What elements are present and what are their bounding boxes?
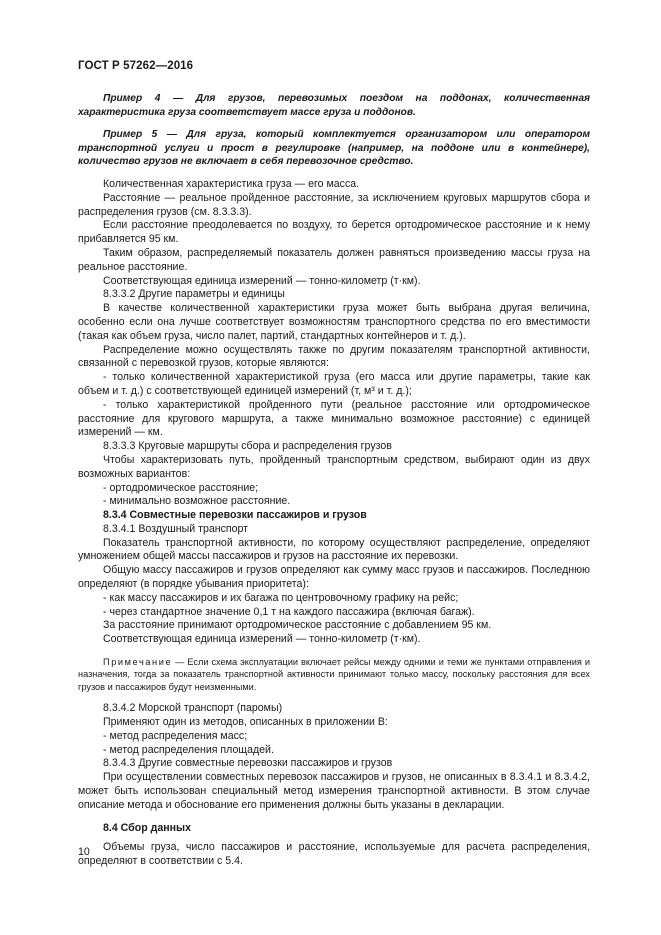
paragraph: За расстояние принимают ортодромическое расстояние с добавлением 95 км. [103, 619, 492, 632]
subsection-title: 8.3.3.3 Круговые маршруты сбора и распределения грузов [103, 440, 392, 453]
paragraph: Чтобы характеризовать путь, пройденный транспортным средством, выбирают один из двух возможных вариантов: [78, 453, 590, 480]
paragraph: Соответствующая единица измерений — тонно-километр (т·км). [103, 633, 421, 646]
page-number: 10 [78, 846, 90, 858]
note [78, 656, 590, 693]
document-header: ГОСТ Р 57262—2016 [78, 60, 194, 72]
list-item: - только количественной характеристикой груза (его масса или другие параметры, такие как объем и т. д.) с соответствующей единицей измерений (т, м³ и т. д.); [78, 371, 590, 397]
note-text: — Если схема эксплуатации включает рейсы между одними и теми же пунктами отправления и назначения, тогда за показатель транспортной активности принимают только массу, поскольку расстояния для всех грузов и пассажиров будут неизменными. [78, 657, 590, 692]
list-item: - как массу пассажиров и их багажа по центровочному графику на рейс; [103, 591, 459, 604]
paragraph: Показатель транспортной активности, по которому осуществляют распределение, определяют умножением общей массы пассажиров и грузов на расстояние их перевозки. [78, 536, 590, 563]
list-item: - только характеристикой пройденного пути (реальное расстояние или ортодромическое расстояние для кругового маршрута, а также минимально возможное расстояние) с единицей измерений — км. [78, 398, 590, 439]
list-item: - метод распределения площадей. [103, 743, 274, 756]
document-body [78, 92, 590, 869]
list-item: - метод распределения масс; [103, 729, 248, 742]
note-label: Примечание [103, 657, 173, 668]
paragraph: Если расстояние преодолевается по воздуху, то берется ортодромическое расстояние и к нему прибавляется 95 км. [78, 219, 590, 246]
paragraph: При осуществлении совместных перевозок пассажиров и грузов, не описанных в 8.3.4.1 и 8.3.4.2, может быть использован специальный метод измерения транспортной активности. В этом случае описание метода и обоснование его применения должны быть указаны в декларации. [78, 771, 590, 811]
list-item: - через стандартное значение 0,1 т на каждого пассажира (включая багаж). [103, 605, 475, 618]
subsection-title: 8.3.3.2 Другие параметры и единицы [103, 288, 285, 301]
paragraph: В качестве количественной характеристики груза может быть выбрана другая величина, особенно если она лучше соответствует возможностям транспортного средства по его вместимости (такая как объем груза, число палет, партий, стандартных контейнеров и т. д.). [78, 302, 590, 342]
section-heading: 8.3.4 Совместные перевозки пассажиров и грузов [103, 509, 367, 522]
paragraph: Общую массу пассажиров и грузов определяют как сумму масс грузов и пассажиров. Последнюю определяют (в порядке убывания приоритета): [78, 564, 590, 591]
paragraph: Применяют один из методов, описанных в приложении В: [103, 716, 388, 729]
subsection-title: 8.3.4.2 Морской транспорт (паромы) [103, 702, 283, 715]
example-4: Пример 4 — Для грузов, перевозимых поездом на поддонах, количественная характеристика груза соответствует массе груза и поддонов. [78, 93, 590, 118]
subsection-title: 8.3.4.1 Воздушный транспорт [103, 522, 249, 535]
section-heading: 8.4 Сбор данных [103, 821, 191, 834]
paragraph: Соответствующая единица измерений — тонно-километр (т·км). [103, 274, 421, 287]
example-5: Пример 5 — Для груза, который комплектуется организатором или оператором транспортной услуги и прост в регулировке (например, на поддоне или в контейнере), количество грузов не включает в себя перевозочное средство. [78, 129, 590, 168]
paragraph: Количественная характеристика груза — его масса. [103, 177, 360, 190]
list-item: - ортодромическое расстояние; [103, 481, 259, 494]
paragraph: Таким образом, распределяемый показатель должен равняться произведению массы груза на реальное расстояние. [78, 246, 590, 273]
paragraph: Распределение можно осуществлять также по другим показателям транспортной активности, связанной с перевозкой грузов, которые являются: [78, 343, 590, 370]
list-item: - минимально возможное расстояние. [103, 495, 291, 508]
paragraph: Расстояние — реальное пройденное расстояние, за исключением круговых маршрутов сбора и распределения грузов (см. 8.3.3.3). [78, 191, 590, 218]
paragraph: Объемы груза, число пассажиров и расстояние, используемые для расчета распределения, определяют в соответствии с 5.4. [78, 841, 590, 868]
subsection-title: 8.3.4.3 Другие совместные перевозки пассажиров и грузов [103, 757, 393, 770]
